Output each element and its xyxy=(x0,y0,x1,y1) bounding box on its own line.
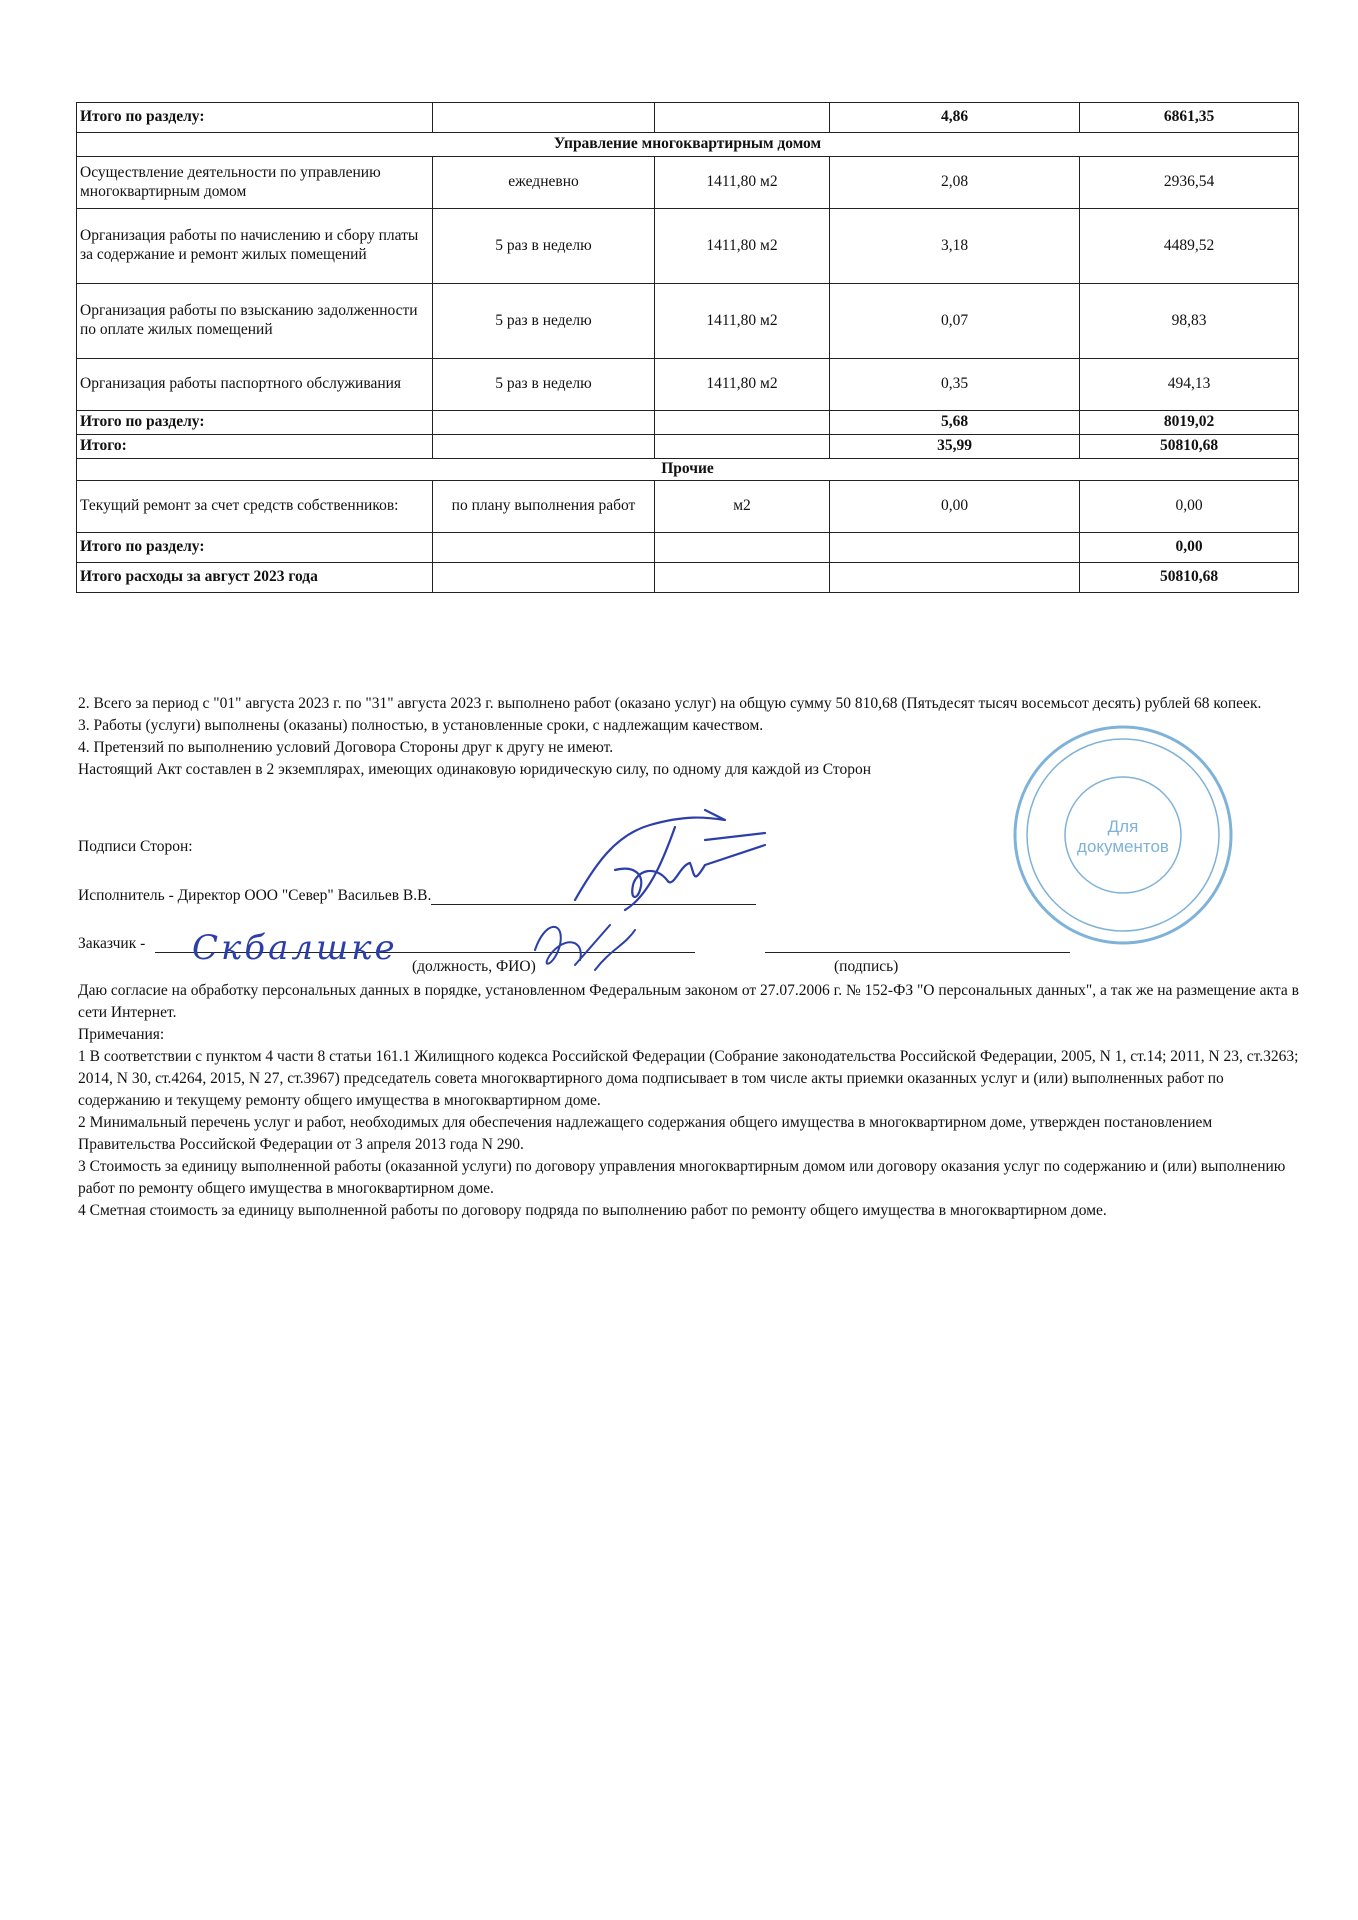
section-header-row xyxy=(77,133,1299,157)
service-name: Организация работы по начислению и сбору платы за содержание и ремонт жилых помещений xyxy=(77,209,433,284)
rate-cell: 2,08 xyxy=(830,157,1080,209)
row-title: Итого по разделу: xyxy=(77,103,433,133)
area-cell: 1411,80 м2 xyxy=(655,209,830,284)
frequency-cell: по плану выполнения работ xyxy=(433,481,655,533)
note-4: 4 Сметная стоимость за единицу выполненной работы по договору подряда по выполнению работ по ремонту общего имущества в многоквартирном доме. xyxy=(78,1202,1107,1219)
paragraph-total-sum: 2. Всего за период с "01" августа 2023 г. по "31" августа 2023 г. выполнено работ (оказано услуг) на общую сумму 50 810,68 (Пятьдесят тысяч восемьсот десять) рублей 68 копеек. xyxy=(78,695,1262,712)
table-row xyxy=(77,157,1299,209)
amount-cell: 494,13 xyxy=(1080,359,1299,411)
table-row xyxy=(77,359,1299,411)
amount-cell: 2936,54 xyxy=(1080,157,1299,209)
note-2: 2 Минимальный перечень услуг и работ, необходимых для обеспечения надлежащего содержания общего имущества в многоквартирном доме, утвержден постановлением Правительства Российской Федерации от 3 апреля 2013 года N 290. xyxy=(78,1114,1213,1153)
caption-signature: (подпись) xyxy=(834,958,899,975)
table-row xyxy=(77,284,1299,359)
note-1: 1 В соответствии с пунктом 4 части 8 статьи 161.1 Жилищного кодекса Российской Федерации (Собрание законодательства Российской Федерации, 2005, N 1, ст.14; 2011, N 23, ст.3263; 2014, N 30, ст.4264, 2015, N 27, ст.3967) председатель совета многоквартирного дома подписывает в том числе акты приемки оказанных услуг и (или) выполненных работ по содержанию и текущему ремонту общего имущества в многоквартирном доме. xyxy=(78,1048,1299,1109)
paragraph-no-claims: 4. Претензий по выполнению условий Договора Стороны друг к другу не имеют. xyxy=(78,739,614,756)
customer-label: Заказчик - xyxy=(78,935,146,952)
service-name: Организация работы по взысканию задолженности по оплате жилых помещений xyxy=(77,284,433,359)
table-row xyxy=(77,411,1299,435)
service-name: Текущий ремонт за счет средств собственников: xyxy=(77,481,433,533)
stamp-center-line1: Для xyxy=(1107,817,1139,836)
area-cell: 1411,80 м2 xyxy=(655,157,830,209)
area-cell: 1411,80 м2 xyxy=(655,359,830,411)
rate-cell: 0,00 xyxy=(830,481,1080,533)
section-title: Управление многоквартирным домом xyxy=(77,133,1299,157)
rate-cell: 4,86 xyxy=(830,103,1080,133)
executor-signature-scribble xyxy=(555,805,785,920)
table-row xyxy=(77,435,1299,459)
amount-cell: 50810,68 xyxy=(1080,435,1299,459)
rate-cell: 0,35 xyxy=(830,359,1080,411)
personal-data-consent: Даю согласие на обработку персональных данных в порядке, установленном Федеральным законом от 27.07.2006 г. № 152-ФЗ "О персональных данных", а так же на размещение акта в сети Интернет. xyxy=(78,982,1299,1021)
amount-cell: 4489,52 xyxy=(1080,209,1299,284)
customer-handwritten-name: Скбалшке xyxy=(192,928,398,968)
row-title: Итого расходы за август 2023 года xyxy=(77,563,433,593)
amount-cell: 98,83 xyxy=(1080,284,1299,359)
frequency-cell: ежедневно xyxy=(433,157,655,209)
notes-block xyxy=(78,980,1300,1222)
frequency-cell: 5 раз в неделю xyxy=(433,359,655,411)
service-name: Осуществление деятельности по управлению многоквартирным домом xyxy=(77,157,433,209)
table-row xyxy=(77,533,1299,563)
rate-cell: 0,07 xyxy=(830,284,1080,359)
note-3: 3 Стоимость за единицу выполненной работы (оказанной услуги) по договору управления многоквартирным домом или договору оказания услуг по содержанию и (или) выполнению работ по ремонту общего имущества в многоквартирном доме. xyxy=(78,1158,1286,1197)
table-row xyxy=(77,481,1299,533)
amount-cell: 0,00 xyxy=(1080,481,1299,533)
paragraph-copies: Настоящий Акт составлен в 2 экземплярах, имеющих одинаковую юридическую силу, по одному для каждой из Сторон xyxy=(78,761,872,778)
frequency-cell: 5 раз в неделю xyxy=(433,284,655,359)
row-title: Итого: xyxy=(77,435,433,459)
customer-signature-scribble xyxy=(525,910,645,980)
section-header-row xyxy=(77,459,1299,481)
section-title: Прочие xyxy=(77,459,1299,481)
area-cell: м2 xyxy=(655,481,830,533)
caption-position: (должность, ФИО) xyxy=(412,958,536,975)
paragraph-quality: 3. Работы (услуги) выполнены (оказаны) полностью, в установленные сроки, с надлежащим качеством. xyxy=(78,717,764,734)
amount-cell: 0,00 xyxy=(1080,533,1299,563)
rate-cell: 3,18 xyxy=(830,209,1080,284)
services-table xyxy=(76,102,1299,593)
amount-cell: 8019,02 xyxy=(1080,411,1299,435)
row-title: Итого по разделу: xyxy=(77,411,433,435)
amount-cell: 50810,68 xyxy=(1080,563,1299,593)
signatures-heading: Подписи Сторон: xyxy=(78,838,193,855)
table-row xyxy=(77,563,1299,593)
row-title: Итого по разделу: xyxy=(77,533,433,563)
area-cell: 1411,80 м2 xyxy=(655,284,830,359)
table-row xyxy=(77,209,1299,284)
amount-cell: 6861,35 xyxy=(1080,103,1299,133)
notes-title: Примечания: xyxy=(78,1026,165,1043)
frequency-cell: 5 раз в неделю xyxy=(433,209,655,284)
rate-cell: 35,99 xyxy=(830,435,1080,459)
executor-label: Исполнитель - Директор ООО "Север" Васильев В.В. xyxy=(78,887,432,904)
service-name: Организация работы паспортного обслуживания xyxy=(77,359,433,411)
company-stamp xyxy=(1008,720,1238,950)
stamp-center-line2: документов xyxy=(1077,837,1169,856)
table-row xyxy=(77,103,1299,133)
rate-cell: 5,68 xyxy=(830,411,1080,435)
